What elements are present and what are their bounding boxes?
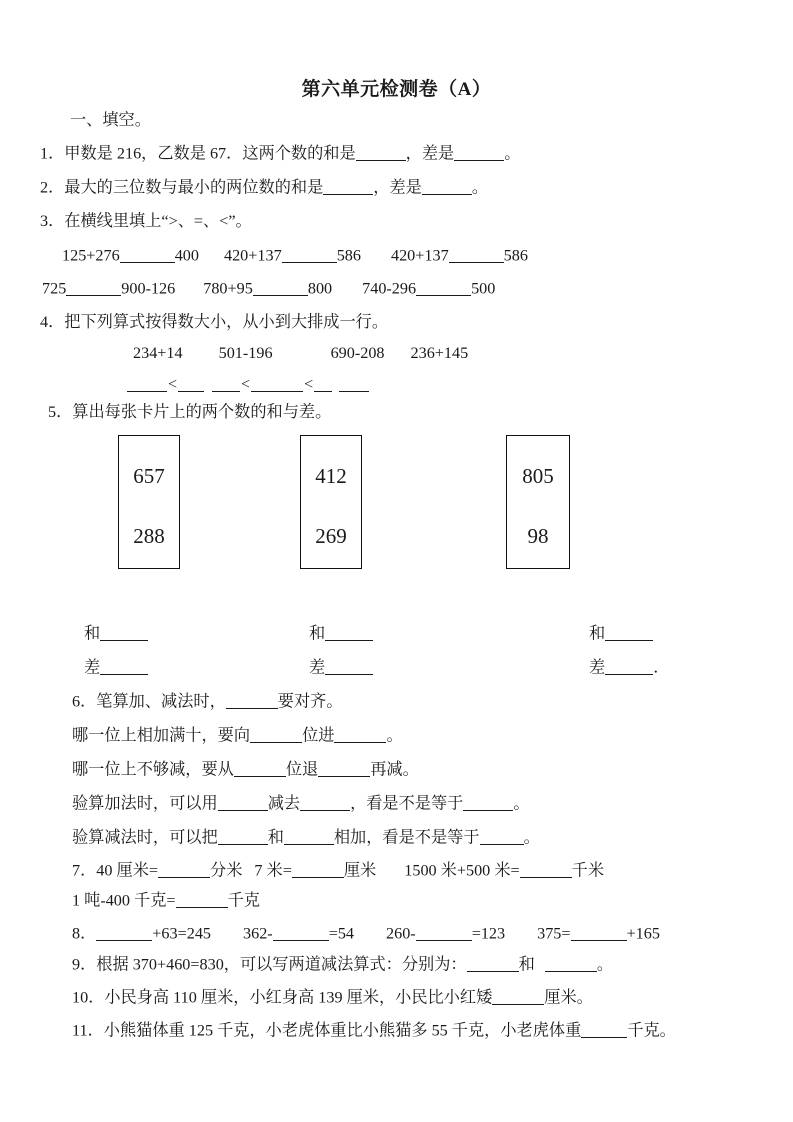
q3-r2-a-left: 725 xyxy=(42,279,67,298)
q8-d: =54 xyxy=(328,924,355,943)
question-4-answer-row xyxy=(127,376,369,393)
blank-q7-cm[interactable] xyxy=(292,862,344,878)
blank-q6-borrow-value[interactable] xyxy=(318,761,370,777)
blank-q6-carry-value[interactable] xyxy=(334,727,386,743)
question-3-row-1 xyxy=(62,247,528,264)
page-title: 第六单元检测卷（A） xyxy=(301,79,492,100)
blank-q9-2[interactable] xyxy=(545,956,597,972)
question-8 xyxy=(72,925,660,942)
blank-q10[interactable] xyxy=(492,989,544,1005)
blank-q6-align[interactable] xyxy=(226,693,278,709)
question-6-line-1 xyxy=(72,693,343,710)
q6-l2-b: 位进 xyxy=(302,726,335,745)
blank-q4-4[interactable] xyxy=(251,376,303,392)
blank-q7-dm[interactable] xyxy=(158,862,210,878)
card-2-sum-label: 和 xyxy=(309,624,326,643)
q8-f: =123 xyxy=(471,924,506,943)
q6-l5-d: 。 xyxy=(523,828,540,847)
blank-q3-r1-c[interactable] xyxy=(449,247,504,263)
blank-q4-5[interactable] xyxy=(314,376,332,392)
q3-r2-c-right: 500 xyxy=(471,279,496,298)
blank-card-1-sum[interactable] xyxy=(100,625,148,641)
blank-q8-1[interactable] xyxy=(96,925,152,941)
question-1-text-b: ，差是 xyxy=(405,144,455,163)
blank-q6-check-add-1[interactable] xyxy=(218,795,268,811)
card-3-sum-row xyxy=(589,625,653,642)
q11-a: 11．小熊猫体重 125 千克，小老虎体重比小熊猫多 55 千克，小老虎体重 xyxy=(72,1021,582,1040)
blank-card-3-sum[interactable] xyxy=(605,625,653,641)
q7-l2-b: 千克 xyxy=(227,891,260,910)
blank-q7-km[interactable] xyxy=(520,862,572,878)
q7-l1-a: 7．40 厘米= xyxy=(72,861,159,880)
card-1-top-number: 657 xyxy=(133,464,165,488)
q3-r1-a-left: 125+276 xyxy=(62,246,120,265)
q4-expr-4: 236+145 xyxy=(410,344,469,362)
blank-q6-check-sub-1[interactable] xyxy=(218,829,268,845)
q3-r1-b-right: 586 xyxy=(336,246,361,265)
question-2-text-b: ，差是 xyxy=(373,178,422,197)
blank-q4-2[interactable] xyxy=(178,376,204,392)
blank-q8-3[interactable] xyxy=(416,925,472,941)
q7-l1-d: 厘米 xyxy=(343,861,377,880)
blank-q1-diff[interactable] xyxy=(454,145,504,161)
q7-l1-e: 1500 米+500 米= xyxy=(404,861,520,880)
q7-l2-a: 1 吨-400 千克= xyxy=(72,891,176,910)
question-3: 3．在横线里填上“>、=、<”。 xyxy=(40,212,252,230)
q3-r2-b-right: 800 xyxy=(307,279,333,298)
question-4-expressions xyxy=(133,345,468,361)
blank-card-3-diff[interactable] xyxy=(605,659,653,675)
q10-a: 10．小民身高 110 厘米，小红身高 139 厘米，小民比小红矮 xyxy=(72,988,493,1007)
blank-q6-borrow-place[interactable] xyxy=(234,761,286,777)
card-2-bottom-number: 269 xyxy=(315,524,347,548)
blank-card-2-diff[interactable] xyxy=(325,659,373,675)
q8-e: 260- xyxy=(386,924,416,943)
q6-l3-a: 哪一位上不够减，要从 xyxy=(72,760,234,779)
card-2-sum-row xyxy=(309,625,373,642)
blank-card-1-diff[interactable] xyxy=(100,659,148,675)
q8-c: 362- xyxy=(243,924,273,943)
question-1-text-c: 。 xyxy=(504,144,521,163)
blank-q4-3[interactable] xyxy=(212,376,240,392)
q7-l1-c: 7 米= xyxy=(254,861,292,880)
question-1 xyxy=(40,145,520,162)
question-5: 5．算出每张卡片上的两个数的和与差。 xyxy=(48,403,332,421)
q6-l4-c: ，看是不是等于 xyxy=(350,794,464,813)
blank-q6-check-sub-3[interactable] xyxy=(480,829,524,845)
q8-h: +165 xyxy=(626,924,660,943)
q6-l3-b: 位退 xyxy=(285,760,319,779)
q3-r1-c-right: 586 xyxy=(503,246,528,265)
card-3-diff-trailing: ． xyxy=(653,658,670,677)
q3-r1-c-left: 420+137 xyxy=(390,246,449,265)
q9-a: 9．根据 370+460=830，可以写两道减法算式：分别为： xyxy=(72,955,467,974)
card-3-sum-label: 和 xyxy=(589,624,606,643)
q6-l5-c: 相加，看是不是等于 xyxy=(333,828,480,847)
card-2-top-number: 412 xyxy=(315,464,347,488)
blank-card-2-sum[interactable] xyxy=(325,625,373,641)
question-7-line-2 xyxy=(72,892,260,909)
question-10 xyxy=(72,989,593,1006)
question-3-row-2 xyxy=(42,280,495,297)
q3-r2-b-left: 780+95 xyxy=(203,279,253,298)
blank-q1-sum[interactable] xyxy=(356,145,406,161)
blank-q8-2[interactable] xyxy=(273,925,329,941)
blank-q8-4[interactable] xyxy=(571,925,627,941)
q8-g: 375= xyxy=(537,924,571,943)
question-6-line-5 xyxy=(72,829,540,846)
q6-l5-b: 和 xyxy=(267,828,284,847)
less-than-sign-2: < xyxy=(241,376,251,394)
q4-expr-3: 690-208 xyxy=(330,344,385,362)
less-than-sign-1: < xyxy=(168,376,178,394)
q6-l4-a: 验算加法时，可以用 xyxy=(72,794,218,813)
blank-q3-r2-b[interactable] xyxy=(253,280,308,296)
blank-q4-6[interactable] xyxy=(339,376,369,392)
blank-q3-r1-b[interactable] xyxy=(282,247,337,263)
blank-q9-1[interactable] xyxy=(467,956,519,972)
q6-l1-b: 要对齐。 xyxy=(277,692,343,711)
card-3-diff-row xyxy=(589,659,669,676)
q8-b: +63=245 xyxy=(152,924,212,943)
q7-l1-b: 分米 xyxy=(210,861,243,880)
card-3-top-number: 805 xyxy=(522,464,554,488)
less-than-sign-3: < xyxy=(304,376,314,394)
blank-q11[interactable] xyxy=(581,1022,627,1038)
q7-l1-f: 千米 xyxy=(571,861,605,880)
blank-q4-1[interactable] xyxy=(127,376,167,392)
q9-c: 。 xyxy=(596,955,613,974)
blank-q6-check-add-2[interactable] xyxy=(300,795,350,811)
q6-l1-a: 6．笔算加、减法时， xyxy=(72,692,226,711)
question-6-line-2 xyxy=(72,727,403,744)
card-2-diff-row xyxy=(309,659,373,676)
question-2-text-c: 。 xyxy=(471,178,489,197)
question-9 xyxy=(72,956,613,973)
number-card-1 xyxy=(118,435,180,569)
q6-l2-a: 哪一位上相加满十，要向 xyxy=(72,726,251,745)
blank-q6-carry-place[interactable] xyxy=(250,727,302,743)
blank-q3-r2-c[interactable] xyxy=(416,280,471,296)
q6-l3-c: 再减。 xyxy=(370,760,419,779)
q3-r1-b-left: 420+137 xyxy=(223,246,282,265)
blank-q6-check-add-3[interactable] xyxy=(463,795,513,811)
card-1-sum-label: 和 xyxy=(84,624,101,643)
question-7-line-1 xyxy=(72,862,604,879)
q3-r2-c-left: 740-296 xyxy=(362,279,417,298)
q3-r1-a-right: 400 xyxy=(174,246,199,265)
question-2-text-a: 2．最大的三位数与最小的两位数的和是 xyxy=(40,178,324,197)
question-11 xyxy=(72,1022,676,1039)
q11-b: 千克。 xyxy=(627,1021,676,1040)
number-card-2 xyxy=(300,435,362,569)
q9-b: 和 xyxy=(518,955,535,974)
blank-q2-diff[interactable] xyxy=(422,179,472,195)
q3-r2-a-right: 900-126 xyxy=(121,279,176,298)
blank-q3-r2-a[interactable] xyxy=(66,280,121,296)
q6-l4-b: 减去 xyxy=(267,794,301,813)
q10-b: 厘米。 xyxy=(544,988,593,1007)
q4-expr-2: 501-196 xyxy=(218,344,273,362)
card-3-bottom-number: 98 xyxy=(527,524,549,548)
q6-l4-d: 。 xyxy=(513,794,530,813)
question-1-text-a: 1．甲数是 216，乙数是 67．这两个数的和是 xyxy=(40,144,356,163)
card-1-bottom-number: 288 xyxy=(133,524,165,548)
blank-q6-check-sub-2[interactable] xyxy=(284,829,334,845)
section-heading-fill-in-blank: 一、填空。 xyxy=(70,111,151,129)
question-6-line-3 xyxy=(72,761,419,778)
card-1-diff-label: 差 xyxy=(84,658,101,677)
question-6-line-4 xyxy=(72,795,530,812)
card-1-diff-row xyxy=(84,659,148,676)
blank-q3-r1-a[interactable] xyxy=(120,247,175,263)
number-card-3 xyxy=(506,435,570,569)
q4-expr-1: 234+14 xyxy=(133,344,183,362)
q6-l2-c: 。 xyxy=(386,726,403,745)
card-1-sum-row xyxy=(84,625,148,642)
question-2 xyxy=(40,179,488,196)
card-2-diff-label: 差 xyxy=(309,658,326,677)
blank-q2-sum[interactable] xyxy=(323,179,373,195)
q8-a: 8． xyxy=(72,924,97,943)
question-4: 4．把下列算式按得数大小，从小到大排成一行。 xyxy=(40,313,389,331)
blank-q7-kg[interactable] xyxy=(176,892,228,908)
card-3-diff-label: 差 xyxy=(589,658,606,677)
q6-l5-a: 验算减法时，可以把 xyxy=(72,828,218,847)
